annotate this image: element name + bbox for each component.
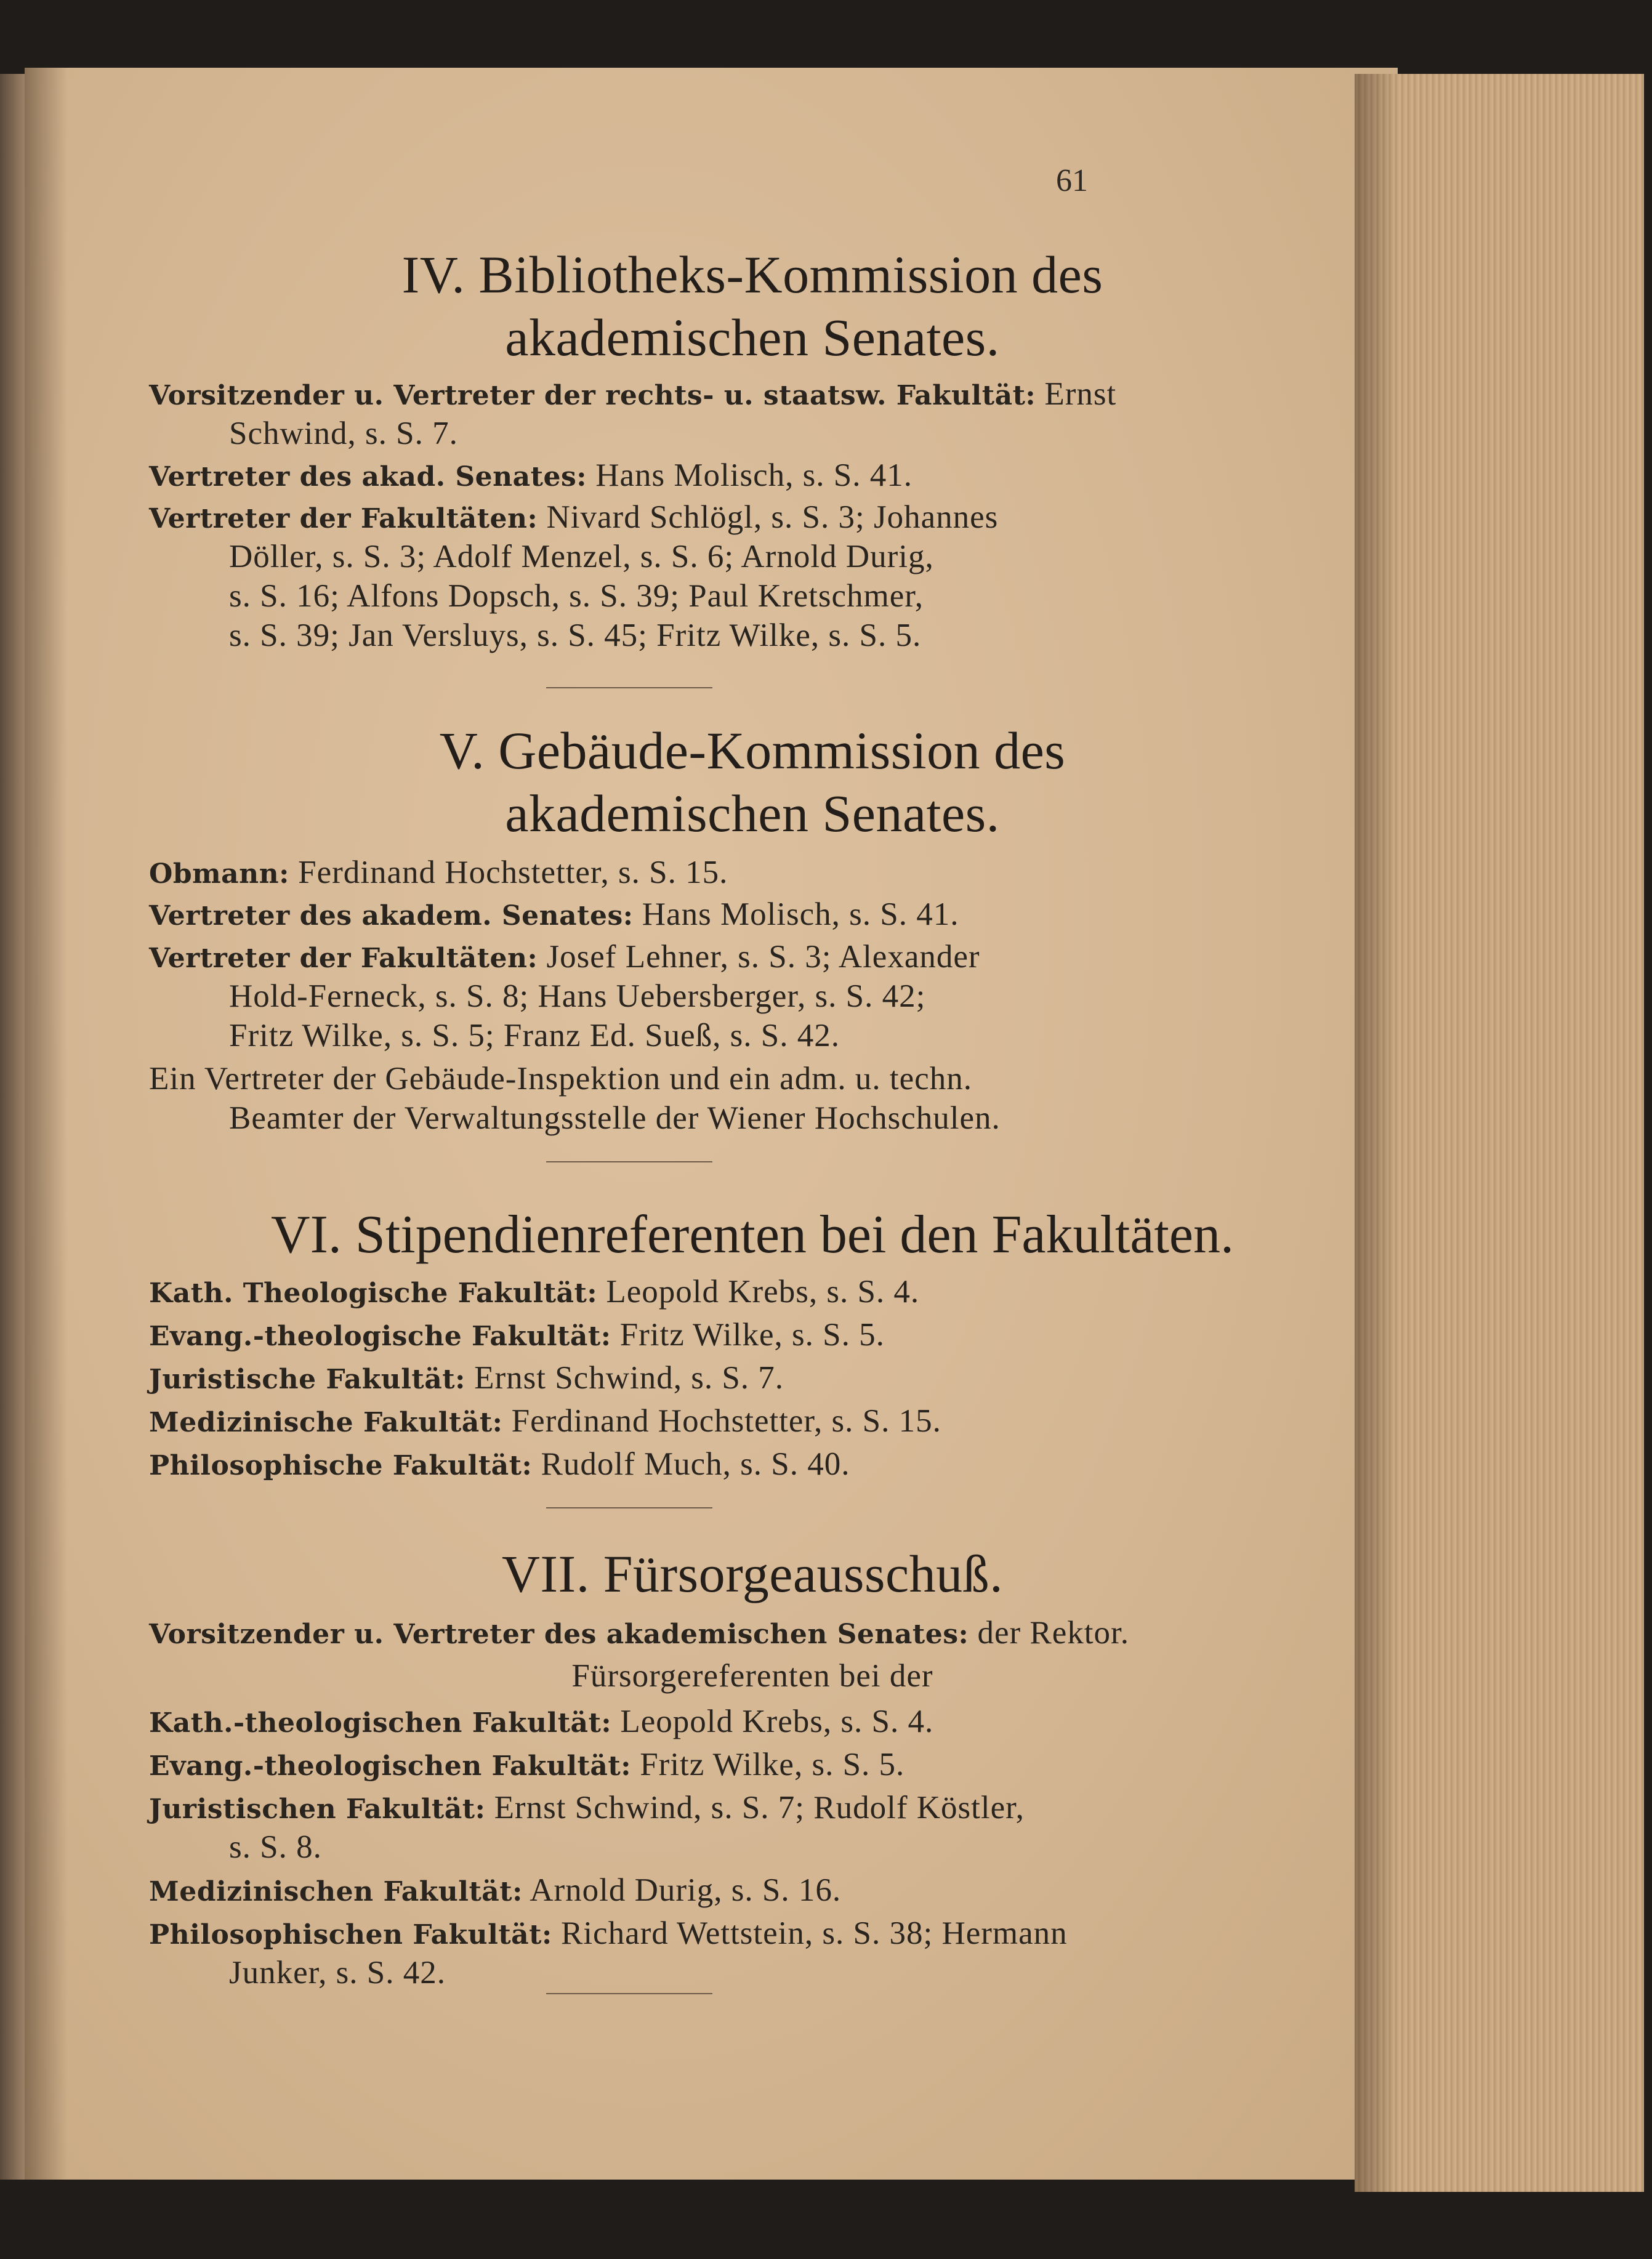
section-vi-heading: VI. Stipendienreferenten bei den Fakultäten. xyxy=(271,1205,1234,1265)
section-divider xyxy=(546,1507,712,1508)
entry-label: Vorsitzender u. Vertreter des akademischen Senates: xyxy=(149,1619,969,1650)
entry-text: Ferdinand Hochstetter, s. S. 15. xyxy=(502,1403,941,1439)
section-iv-heading-line-1: IV. Bibliotheks-Kommission des xyxy=(401,245,1103,304)
entry-text: Ferdinand Hochstetter, s. S. 15. xyxy=(289,855,728,890)
entry-line xyxy=(149,1358,784,1399)
section-iv-heading-line-2: akademischen Senates. xyxy=(505,308,1000,367)
entry-text: Ein Vertreter der Gebäude-Inspektion und ein adm. u. techn. xyxy=(149,1061,972,1097)
entry-continuation: Junker, s. S. 42. xyxy=(229,1955,446,1991)
section-v-heading-line-1: V. Gebäude-Kommission des xyxy=(439,721,1066,780)
entry-text: Leopold Krebs, s. S. 4. xyxy=(611,1704,934,1739)
entry-line xyxy=(149,456,913,497)
entry-line xyxy=(149,895,959,936)
entry-label: Vorsitzender u. Vertreter der rechts- u. staatsw. Fakultät: xyxy=(149,380,1036,411)
entry-text: Rudolf Much, s. S. 40. xyxy=(532,1446,850,1482)
entry-label: Obmann: xyxy=(149,858,289,890)
entry-text: Leopold Krebs, s. S. 4. xyxy=(597,1274,920,1310)
entry-text: Josef Lehner, s. S. 3; Alexander xyxy=(538,939,980,975)
subheading-line: Fürsorgereferenten bei der xyxy=(571,1658,933,1694)
entry-label: Medizinischen Fakultät: xyxy=(149,1876,523,1907)
entry-line xyxy=(149,1444,850,1486)
entry-text: Ernst Schwind, s. S. 7. xyxy=(465,1360,784,1396)
entry-line xyxy=(149,1613,1129,1654)
entry-line xyxy=(149,1914,1068,1955)
entry-line xyxy=(149,1272,919,1313)
section-divider xyxy=(546,1993,712,1994)
entry-line xyxy=(149,853,728,894)
entry-text: Ernst Schwind, s. S. 7; Rudolf Köstler, xyxy=(485,1790,1025,1826)
entry-label: Vertreter der Fakultäten: xyxy=(149,943,538,974)
entry-text: Fritz Wilke, s. S. 5. xyxy=(631,1747,905,1782)
page-number: 61 xyxy=(1056,163,1088,198)
entry-label: Kath.-theologischen Fakultät: xyxy=(149,1707,612,1739)
entry-text: Hans Molisch, s. S. 41. xyxy=(633,896,959,932)
entry-text: Arnold Durig, s. S. 16. xyxy=(522,1872,842,1908)
entry-text: Hans Molisch, s. S. 41. xyxy=(586,457,913,493)
entry-label: Evang.-theologische Fakultät: xyxy=(149,1321,611,1352)
entry-line xyxy=(149,1401,941,1443)
entry-continuation: s. S. 39; Jan Versluys, s. S. 45; Fritz Wilke, s. S. 5. xyxy=(229,618,922,653)
entry-line xyxy=(149,497,998,539)
section-v-heading-line-2: akademischen Senates. xyxy=(505,784,1000,843)
entry-label: Medizinische Fakultät: xyxy=(149,1407,503,1438)
entry-text: Ernst xyxy=(1036,376,1117,412)
entry-line xyxy=(149,1059,972,1098)
entry-continuation: Döller, s. S. 3; Adolf Menzel, s. S. 6; Arnold Durig, xyxy=(229,539,934,574)
entry-text: Richard Wettstein, s. S. 38; Hermann xyxy=(552,1915,1068,1951)
entry-label: Vertreter der Fakultäten: xyxy=(149,503,538,534)
entry-continuation: Fritz Wilke, s. S. 5; Franz Ed. Sueß, s. S. 42. xyxy=(229,1018,840,1053)
entry-continuation: Beamter der Verwaltungsstelle der Wiener Hochschulen. xyxy=(229,1100,1001,1136)
entry-label: Philosophischen Fakultät: xyxy=(149,1919,552,1951)
entry-label: Vertreter des akad. Senates: xyxy=(149,461,587,493)
entry-line xyxy=(149,937,980,978)
entry-text: der Rektor. xyxy=(969,1615,1129,1651)
entry-continuation: Schwind, s. S. 7. xyxy=(229,416,458,451)
entry-line xyxy=(149,1702,933,1743)
entry-line xyxy=(149,374,1116,416)
entry-line xyxy=(149,1788,1025,1829)
section-vii-heading: VII. Fürsorgeausschuß. xyxy=(501,1544,1004,1603)
section-divider xyxy=(546,687,712,688)
entry-line xyxy=(149,1745,905,1786)
entry-continuation: Hold-Ferneck, s. S. 8; Hans Uebersberger, s. S. 42; xyxy=(229,978,926,1014)
entry-text: Nivard Schlögl, s. S. 3; Johannes xyxy=(538,499,999,535)
entry-label: Kath. Theologische Fakultät: xyxy=(149,1278,598,1309)
entry-label: Evang.-theologischen Fakultät: xyxy=(149,1750,631,1782)
entry-label: Vertreter des akadem. Senates: xyxy=(149,900,634,932)
section-divider xyxy=(546,1161,712,1162)
entry-continuation: s. S. 16; Alfons Dopsch, s. S. 39; Paul Kretschmer, xyxy=(229,578,924,614)
book-block-shadow xyxy=(1355,74,1398,2192)
entry-line xyxy=(149,1315,885,1356)
entry-label: Juristische Fakultät: xyxy=(149,1364,465,1395)
entry-label: Juristischen Fakultät: xyxy=(149,1794,486,1825)
entry-line xyxy=(149,1870,841,1912)
book-block-edges xyxy=(1355,74,1644,2192)
page-gutter-shadow xyxy=(25,68,68,2180)
entry-continuation: s. S. 8. xyxy=(229,1829,322,1865)
entry-text: Fritz Wilke, s. S. 5. xyxy=(611,1317,885,1353)
entry-label: Philosophische Fakultät: xyxy=(149,1450,533,1481)
